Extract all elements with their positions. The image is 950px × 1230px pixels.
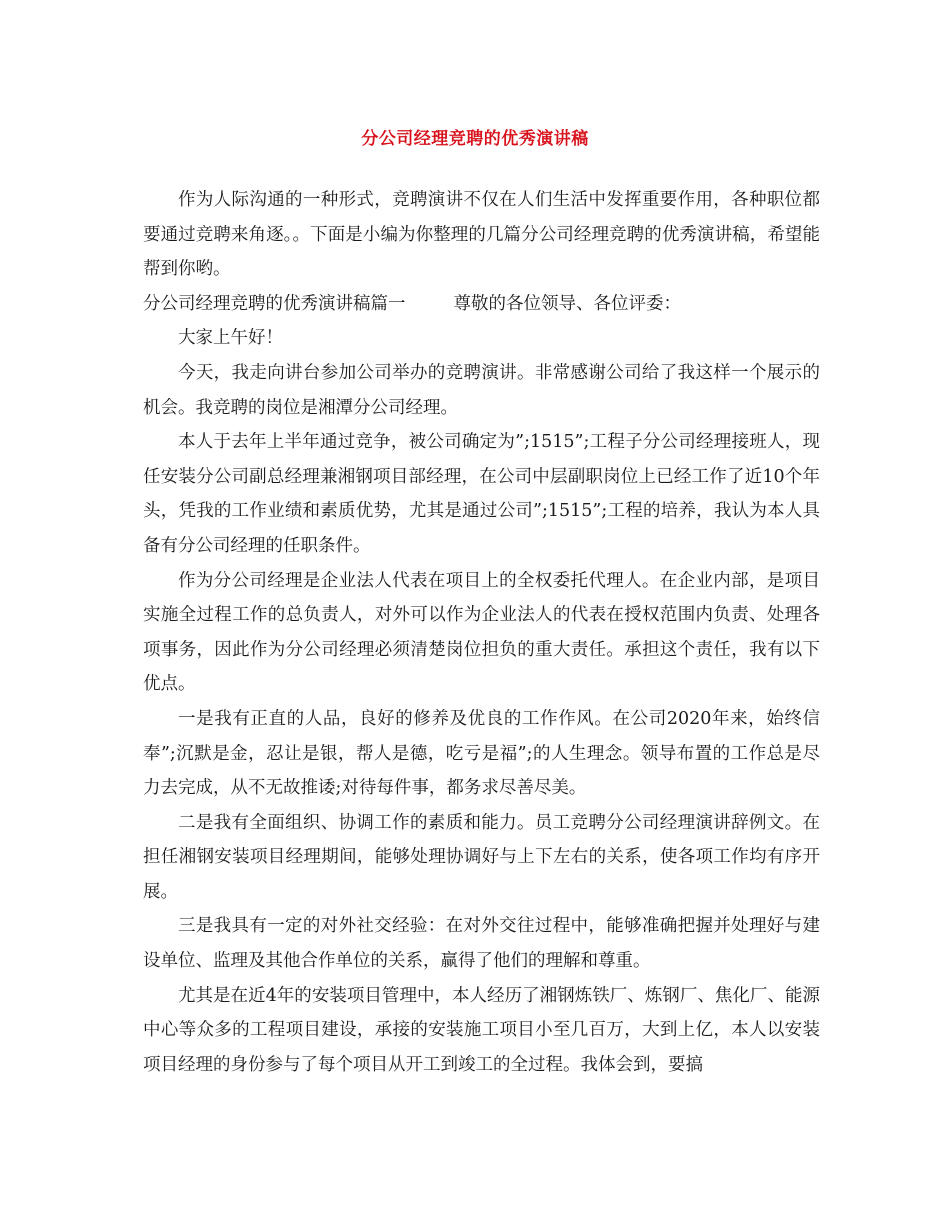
body-paragraph: 今天，我走向讲台参加公司举办的竞聘演讲。非常感谢公司给了我这样一个展示的机会。我竞聘的岗位是湘潭分公司经理。	[143, 362, 820, 418]
section-heading-line	[143, 287, 820, 322]
body-paragraph: 三是我具有一定的对外社交经验：在对外交往过程中，能够准确把握并处理好与建设单位、监理及其他合作单位的关系，赢得了他们的理解和尊重。	[143, 916, 820, 972]
body-paragraph: 作为分公司经理是企业法人代表在项目上的全权委托代理人。在企业内部，是项目实施全过程工作的总负责人，对外可以作为企业法人的代表在授权范围内负责、处理各项事务，因此作为分公司经理必须清楚岗位担负的重大责任。承担这个责任，我有以下优点。	[143, 570, 820, 695]
body-paragraph: 二是我有全面组织、协调工作的素质和能力。员工竞聘分公司经理演讲辞例文。在担任湘钢安装项目经理期间，能够处理协调好与上下左右的关系，使各项工作均有序开展。	[143, 812, 820, 902]
intro-paragraph: 作为人际沟通的一种形式，竞聘演讲不仅在人们生活中发挥重要作用，各种职位都要通过竞聘来角逐。。下面是小编为你整理的几篇分公司经理竞聘的优秀演讲稿，希望能帮到你哟。	[143, 190, 820, 280]
document-title: 分公司经理竞聘的优秀演讲稿	[361, 129, 589, 149]
greeting: 大家上午好！	[178, 328, 283, 349]
section-heading: 分公司经理竞聘的优秀演讲稿篇一	[143, 293, 406, 314]
salutation: 尊敬的各位领导、各位评委：	[453, 293, 681, 314]
body-paragraph: 一是我有正直的人品，良好的修养及优良的工作作风。在公司2020年来，始终信奉”;沉默是金，忍让是银，帮人是德，吃亏是福”;的人生理念。领导布置的工作总是尽力去完成，从不无故推诿;对待每件事，都务求尽善尽美。	[143, 708, 820, 799]
body-paragraph: 尤其是在近4年的安装项目管理中，本人经历了湘钢炼铁厂、炼钢厂、焦化厂、能源中心等众多的工程项目建设，承接的安装施工项目小至几百万，大到上亿，本人以安装项目经理的身份参与了每个项目从开工到竣工的全过程。我体会到，要搞	[143, 985, 820, 1075]
body-paragraph: 本人于去年上半年通过竞争，被公司确定为”;1515”;工程子分公司经理接班人，现任安装分公司副总经理兼湘钢项目部经理，在公司中层副职岗位上已经工作了近10个年头，凭我的工作业绩和素质优势，尤其是通过公司”;1515”;工程的培养，我认为本人具备有分公司经理的任职条件。	[143, 432, 820, 556]
document-body	[143, 183, 820, 1082]
